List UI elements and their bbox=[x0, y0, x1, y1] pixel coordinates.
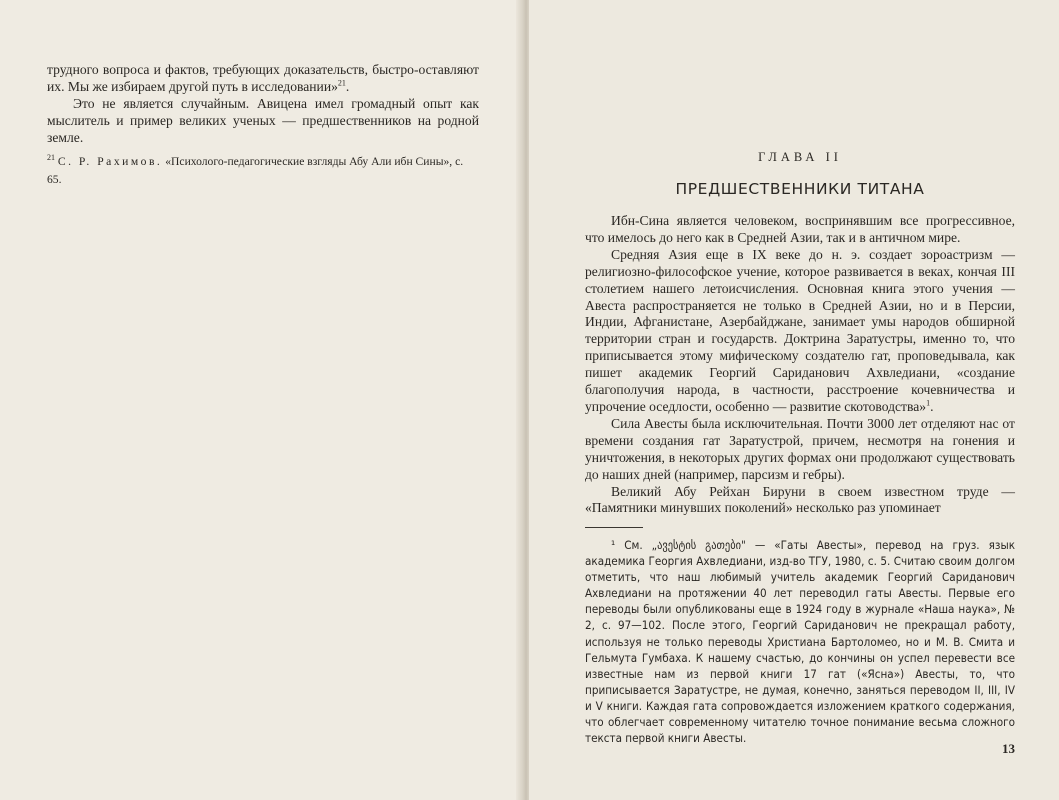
left-paragraph-1-text: трудного вопроса и фактов, требующих доказательств, быстро-оставляют их. Мы же избираем другой путь в исследовании» bbox=[47, 62, 479, 94]
right-footnote bbox=[585, 537, 1015, 746]
right-paragraph-1: Ибн-Сина является человеком, воспринявшим все прогрессивное, что имелось до него как в Средней Азии, так и в античном мире. bbox=[585, 213, 1015, 245]
footnote-divider bbox=[585, 527, 643, 528]
left-page bbox=[0, 0, 523, 800]
footnote-source: «Психолого-педагогические взгляды Абу Али ибн Сины», с. 65. bbox=[47, 155, 464, 186]
right-paragraph-4: Великий Абу Рейхан Бируни в своем известном труде — «Памятники минувших поколений» несколько раз упоминает bbox=[585, 483, 1015, 516]
right-paragraph-3: Сила Авесты была исключительная. Почти 3000 лет отделяют нас от времени создания гат Заратустрой, причем, несмотря на гонения и уничтожения, в некоторых других формах они продолжают существовать до наших дней (например, парсизм и гебры). bbox=[585, 415, 1015, 482]
right-page-body bbox=[585, 213, 1015, 517]
footnote-author: С. Р. Рахимов. bbox=[57, 155, 163, 168]
right-paragraph-2: Средняя Азия еще в IX веке до н. э. создает зороастризм — религиозно-философское учение, которое развивается в веках, кончая III столетием нашего летоисчисления. Основная книга этого учения — Авеста распространяется не только в Средней Азии, но и в Персии, Индии, Афганистане, Азербайджане, занимает умы народов обширной территории стран и государств. Доктрина Заратустры, именно то, что приписывается этому мифическому создателю гат, проповедывала, как пишет академик Георгий Сариданович Ахвледиани, «создание благополучия народа, в частности, расстроение кочевничества и упрочение оседлости, особенно — развитие скотоводства»$^1$. bbox=[585, 246, 1015, 414]
footnote-ref-1: 1 bbox=[926, 398, 931, 408]
chapter-title: ПРЕДШЕСТВЕННИКИ ТИТАНА bbox=[675, 180, 925, 198]
left-page-body bbox=[47, 62, 479, 147]
footnote-ref-21: 21 bbox=[337, 78, 346, 88]
left-paragraph-1: трудного вопроса и фактов, требующих доказательств, быстро-оставляют их. Мы же избираем другой путь в исследовании»$^{21}$. bbox=[47, 62, 479, 94]
page-number: 13 bbox=[1002, 741, 1015, 756]
footnote-marker-21: 21 bbox=[47, 153, 55, 163]
chapter-label: ГЛАВА II bbox=[758, 150, 842, 164]
right-paragraph-2-text: Средняя Азия еще в IX веке до н. э. создает зороастризм — религиозно-философское учение, которое развивается в веках, кончая III столетием нашего летоисчисления. Основная книга этого учения — Авеста распространяется не только в Средней Азии, но и в Персии, Индии, Афганистане, Азербайджане, занимает умы народов обширной территории стран и государств. Доктрина Заратустры, именно то, что приписывается этому мифическому создателю гат, проповедывала, как пишет академик Георгий Сариданович Ахвледиани, «создание благополучия народа, в частности, расстроение кочевничества и упрочение оседлости, особенно — развитие скотоводства» bbox=[585, 246, 1015, 414]
left-paragraph-2: Это не является случайным. Авицена имел громадный опыт как мыслитель и пример великих ученых — предшественников на родной земле. bbox=[47, 95, 479, 145]
right-footnote-text: ¹ См. „ავესტის გათები" — «Гаты Авесты», перевод на груз. язык академика Георгия Ахвледиани, изд-во ТГУ, 1980, с. 5. Считаю своим долгом отметить, что наш любимый учитель академик Георгий Сариданович Ахвледиани на протяжении 40 лет переводил гаты Авесты. Первые его переводы были опубликованы еще в 1924 году в журнале «Наша наука», № 2, с. 97—102. После этого, Георгий Сариданович не прекращал работу, используя не только переводы Христиана Бартоломео, но и М. В. Смита и Гельмута Гумбаха. К нашему счастью, до кончины он успел перевести все известные нам из первой книги 17 гат («Ясна») Авесты, то, что приписывается Заратустре, не думая, конечно, заняться переводом II, III, IV и V книги. Каждая гата сопровождается изложением краткого содержания, что облегчает современному читателю точное понимание весьма сложного текста первой книги Авесты. bbox=[585, 538, 1015, 746]
left-footnote bbox=[47, 153, 479, 189]
